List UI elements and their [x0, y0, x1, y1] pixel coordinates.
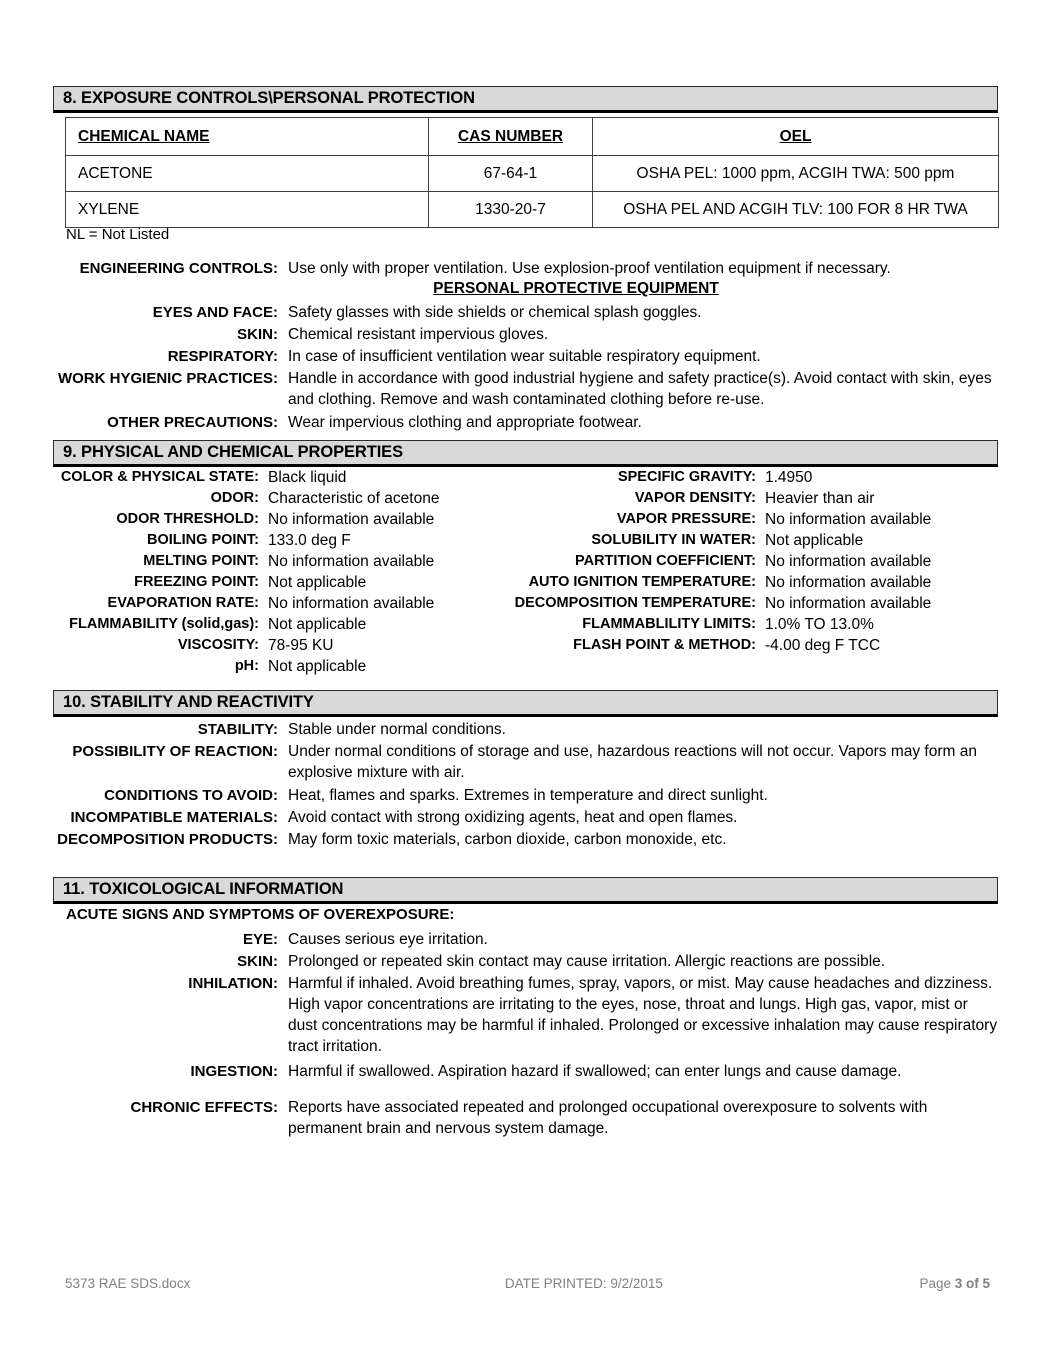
item-label: INCOMPATIBLE MATERIALS:: [70, 809, 278, 826]
item-inhilation: [0, 973, 1000, 1057]
item-label: WORK HYGIENIC PRACTICES:: [57, 370, 278, 387]
prop-value: No information available: [765, 574, 932, 591]
prop-value: Not applicable: [268, 574, 367, 591]
item-skin: [0, 951, 1000, 972]
prop-label: BOILING POINT:: [147, 532, 259, 548]
prop-odor-threshold: [0, 509, 540, 530]
prop-value: No information available: [268, 553, 435, 570]
prop-value: No information available: [268, 595, 435, 612]
ppe-subheading: PERSONAL PROTECTIVE EQUIPMENT: [433, 280, 719, 297]
section-11-header: [53, 877, 998, 904]
item-value: Handle in accordance with good industrial hygiene and safety practice(s). Avoid contact with skin, eyes and clothing. Remove and wash contaminated clothing before re-use.: [288, 370, 992, 408]
prop-label: ODOR THRESHOLD:: [116, 511, 259, 527]
prop-flash-point-method: [500, 635, 1040, 656]
prop-ph: [0, 656, 540, 677]
prop-decomposition-temperature: [500, 593, 1040, 614]
prop-value: Heavier than air: [765, 490, 875, 507]
item-conditions-to-avoid: [0, 785, 1000, 806]
cell-cas-number: 67-64-1: [429, 156, 593, 192]
item-label: POSSIBILITY OF REACTION:: [72, 743, 278, 760]
item-label: OTHER PRECAUTIONS:: [107, 414, 278, 431]
item-value: Prolonged or repeated skin contact may cause irritation. Allergic reactions are possible.: [288, 953, 886, 970]
cell-oel: OSHA PEL AND ACGIH TLV: 100 FOR 8 HR TWA: [593, 192, 999, 228]
cell-cas-number: 1330-20-7: [429, 192, 593, 228]
prop-label: COLOR & PHYSICAL STATE:: [60, 469, 259, 485]
item-respiratory: [0, 346, 1000, 367]
prop-evaporation-rate: [0, 593, 540, 614]
item-value: Causes serious eye irritation.: [288, 931, 488, 948]
prop-value: Not applicable: [268, 616, 367, 633]
prop-boiling-point: [0, 530, 540, 551]
item-chronic-effects: [0, 1097, 1000, 1139]
prop-solubility-in-water: [500, 530, 1040, 551]
item-value: May form toxic materials, carbon dioxide, carbon monoxide, etc.: [288, 831, 727, 848]
item-label: INHILATION:: [188, 975, 278, 992]
item-value: Safety glasses with side shields or chemical splash goggles.: [288, 304, 702, 321]
prop-auto-ignition-temperature: [500, 572, 1040, 593]
prop-label: VISCOSITY:: [177, 637, 259, 653]
item-ingestion: [0, 1061, 1000, 1082]
item-value: Harmful if swallowed. Aspiration hazard if swallowed; can enter lungs and cause damage.: [288, 1063, 902, 1080]
table-row: [66, 192, 999, 228]
item-label: ENGINEERING CONTROLS:: [79, 260, 278, 277]
prop-label: DECOMPOSITION TEMPERATURE:: [514, 595, 756, 611]
item-skin: [0, 324, 1000, 345]
prop-label: SPECIFIC GRAVITY:: [617, 469, 756, 485]
prop-label: FLASH POINT & METHOD:: [573, 637, 756, 653]
item-possibility-of-reaction: [0, 741, 1000, 783]
section-11-title: 11. TOXICOLOGICAL INFORMATION: [63, 880, 344, 898]
table-header-row: [66, 118, 999, 156]
item-label: CHRONIC EFFECTS:: [130, 1099, 278, 1116]
item-eyes-and-face: [0, 302, 1000, 323]
item-label: CONDITIONS TO AVOID:: [104, 787, 278, 804]
prop-flammability-solid-gas: [0, 614, 540, 635]
cell-chemical-name: ACETONE: [66, 156, 429, 192]
prop-value: 1.4950: [765, 469, 813, 486]
column-header-oel: OEL: [593, 118, 999, 156]
item-value: Under normal conditions of storage and use, hazardous reactions will not occur. Vapors may form an explosive mixture with air.: [288, 743, 977, 781]
section-8-header: [53, 86, 998, 113]
prop-value: No information available: [765, 595, 932, 612]
item-label: SKIN:: [237, 953, 278, 970]
item-value: In case of insufficient ventilation wear suitable respiratory equipment.: [288, 348, 761, 365]
prop-value: 133.0 deg F: [268, 532, 351, 549]
item-value: Chemical resistant impervious gloves.: [288, 326, 549, 343]
prop-label: FLAMMABLILITY LIMITS:: [582, 616, 756, 632]
acute-signs-heading: ACUTE SIGNS AND SYMPTOMS OF OVEREXPOSURE:: [66, 906, 455, 923]
prop-value: 78-95 KU: [268, 637, 334, 654]
prop-label: EVAPORATION RATE:: [107, 595, 259, 611]
page-footer: [65, 1276, 990, 1291]
prop-label: VAPOR PRESSURE:: [616, 511, 756, 527]
prop-label: VAPOR DENSITY:: [634, 490, 756, 506]
item-label: DECOMPOSITION PRODUCTS:: [57, 831, 278, 848]
prop-freezing-point: [0, 572, 540, 593]
item-stability: [0, 719, 1000, 740]
prop-odor: [0, 488, 540, 509]
not-listed-note: NL = Not Listed: [66, 226, 170, 243]
item-label: SKIN:: [237, 326, 278, 343]
prop-label: SOLUBILITY IN WATER:: [591, 532, 756, 548]
footer-filename: 5373 RAE SDS.docx: [65, 1276, 191, 1291]
section-8-title: 8. EXPOSURE CONTROLS\PERSONAL PROTECTION: [63, 89, 475, 107]
footer-page-number: Page 3 of 5: [919, 1276, 990, 1291]
item-decomposition-products: [0, 829, 1000, 850]
item-value: Stable under normal conditions.: [288, 721, 506, 738]
section-9-header: [53, 440, 998, 467]
footer-date-printed: DATE PRINTED: 9/2/2015: [504, 1276, 663, 1291]
item-label: STABILITY:: [197, 721, 278, 738]
prop-flammability-limits: [500, 614, 1040, 635]
prop-label: pH:: [234, 658, 259, 674]
cell-chemical-name: XYLENE: [66, 192, 429, 228]
item-value: Wear impervious clothing and appropriate footwear.: [288, 414, 642, 431]
prop-color-physical-state: [0, 467, 540, 488]
table-row: [66, 156, 999, 192]
item-eye: [0, 929, 1000, 950]
prop-value: Not applicable: [765, 532, 864, 549]
item-engineering-controls: [0, 258, 1000, 279]
item-value: Harmful if inhaled. Avoid breathing fumes, spray, vapors, or mist. May cause headaches and dizziness. High vapor concentrations are irritating to the eyes, nose, throat and lungs. High gas, vapor, mist or dust concentrations may be harmful if inhaled. Prolonged or excessive inhalation may cause respiratory tract irritation.: [288, 975, 998, 1055]
column-header-cas-number: CAS NUMBER: [429, 118, 593, 156]
column-header-chemical-name: CHEMICAL NAME: [66, 118, 429, 156]
prop-value: Not applicable: [268, 658, 367, 675]
prop-melting-point: [0, 551, 540, 572]
item-other-precautions: [0, 412, 1000, 433]
prop-value: No information available: [765, 511, 932, 528]
prop-value: Black liquid: [268, 469, 347, 486]
item-value: Reports have associated repeated and prolonged occupational overexposure to solvents with permanent brain and nervous system damage.: [288, 1099, 928, 1137]
item-label: RESPIRATORY:: [167, 348, 278, 365]
prop-label: MELTING POINT:: [143, 553, 259, 569]
prop-viscosity: [0, 635, 540, 656]
prop-vapor-pressure: [500, 509, 1040, 530]
prop-value: -4.00 deg F TCC: [765, 637, 881, 654]
item-work-hygienic-practices: [0, 368, 1000, 410]
prop-label: FREEZING POINT:: [134, 574, 259, 590]
item-value: Heat, flames and sparks. Extremes in temperature and direct sunlight.: [288, 787, 768, 804]
prop-partition-coefficient: [500, 551, 1040, 572]
item-label: EYE:: [242, 931, 278, 948]
prop-label: ODOR:: [210, 490, 259, 506]
section-9-title: 9. PHYSICAL AND CHEMICAL PROPERTIES: [63, 443, 403, 461]
prop-vapor-density: [500, 488, 1040, 509]
exposure-limits-table: [65, 117, 999, 228]
item-label: EYES AND FACE:: [152, 304, 278, 321]
prop-value: 1.0% TO 13.0%: [765, 616, 874, 633]
cell-oel: OSHA PEL: 1000 ppm, ACGIH TWA: 500 ppm: [593, 156, 999, 192]
prop-value: No information available: [765, 553, 932, 570]
section-10-header: [53, 690, 998, 717]
prop-label: FLAMMABILITY (solid,gas):: [69, 616, 259, 632]
section-10-title: 10. STABILITY AND REACTIVITY: [63, 693, 314, 711]
item-value: Use only with proper ventilation. Use explosion-proof ventilation equipment if necessary.: [288, 260, 891, 277]
item-incompatible-materials: [0, 807, 1000, 828]
item-label: INGESTION:: [190, 1063, 278, 1080]
prop-value: Characteristic of acetone: [268, 490, 440, 507]
item-value: Avoid contact with strong oxidizing agents, heat and open flames.: [288, 809, 738, 826]
prop-label: AUTO IGNITION TEMPERATURE:: [528, 574, 756, 590]
prop-value: No information available: [268, 511, 435, 528]
prop-label: PARTITION COEFFICIENT:: [575, 553, 756, 569]
prop-specific-gravity: [500, 467, 1040, 488]
